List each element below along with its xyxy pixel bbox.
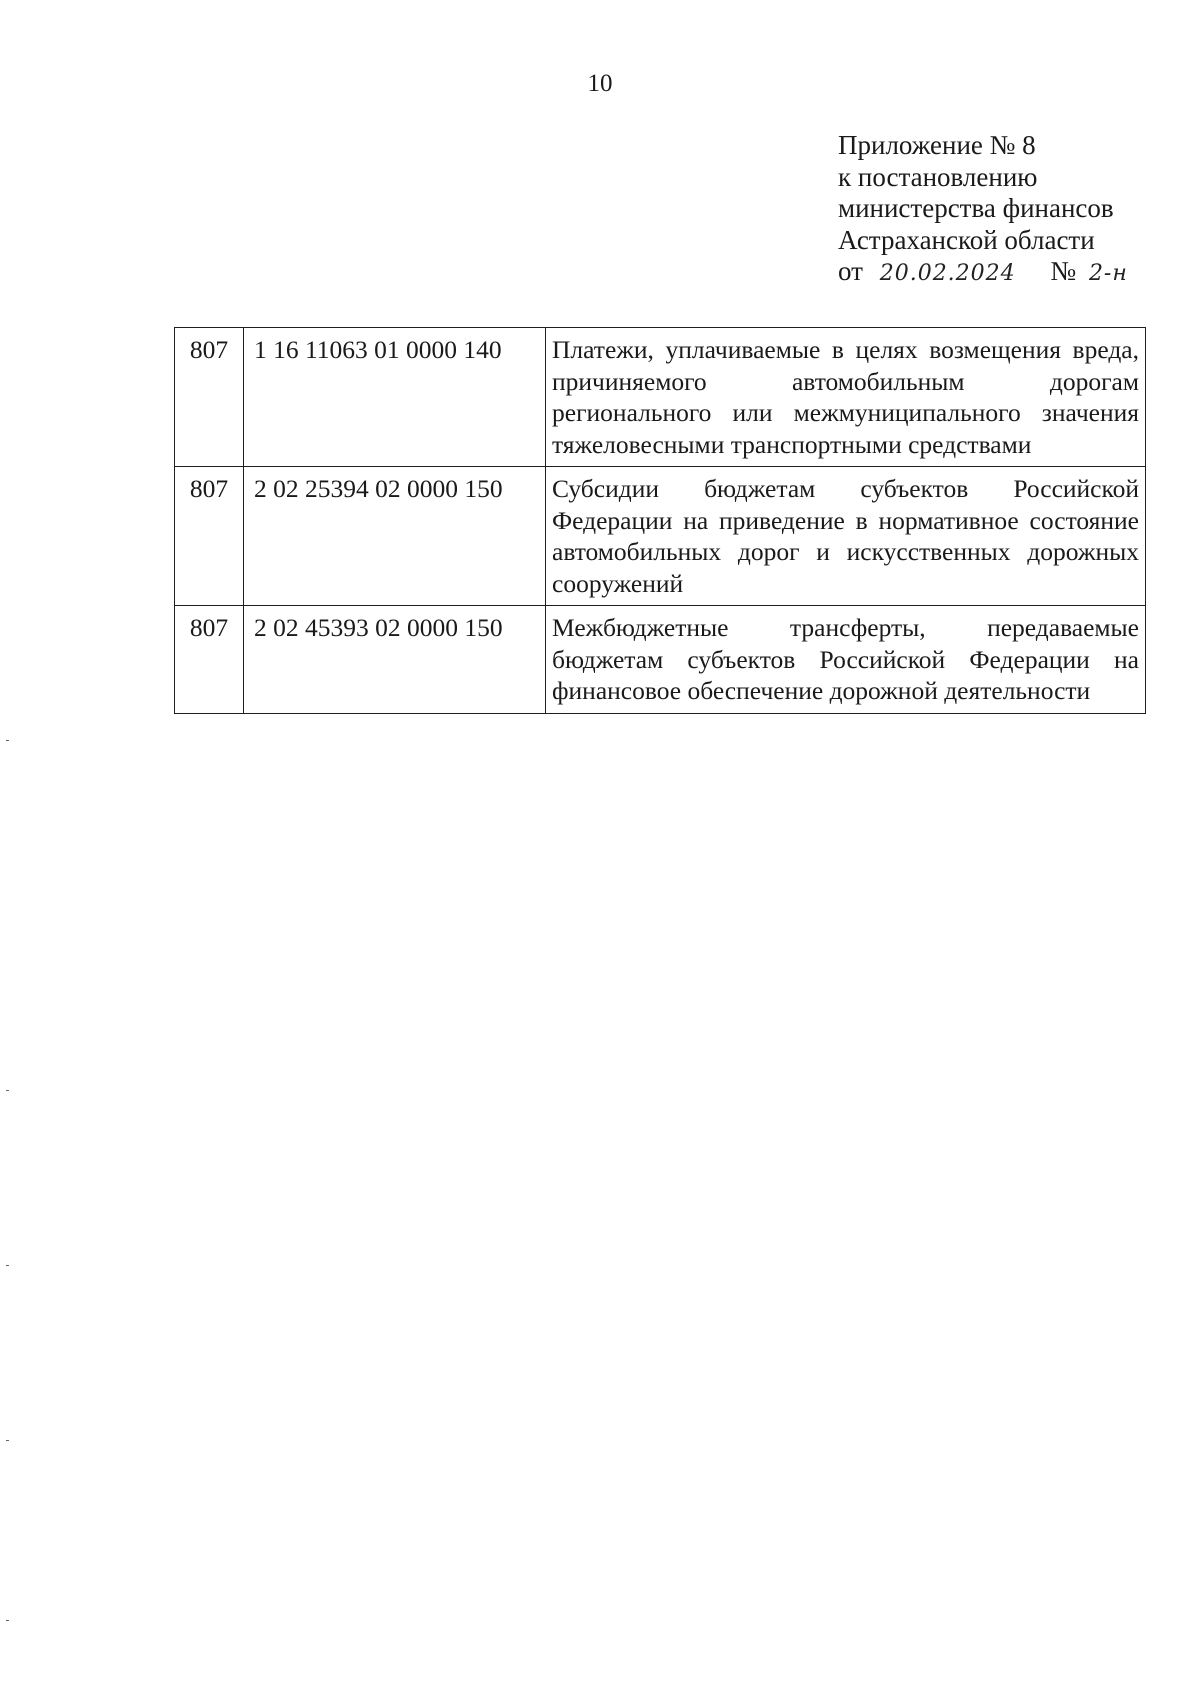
appendix-line-resolution: к постановлению — [838, 161, 1038, 192]
budget-codes-table — [174, 327, 1146, 714]
number-sign: № — [1050, 256, 1077, 286]
budget-code-cell: 1 16 11063 01 0000 140 — [244, 328, 546, 467]
budget-code-cell: 2 02 45393 02 0000 150 — [244, 606, 546, 714]
page-number: 10 — [587, 70, 613, 97]
description-cell: Субсидии бюджетам субъектов Российской Федерации на приведение в нормативное состояние автомобильных дорог и искусственных дорожных сооружений — [546, 467, 1146, 606]
scan-margin-mark — [6, 740, 9, 741]
budget-code-cell: 2 02 25394 02 0000 150 — [244, 467, 546, 606]
appendix-line-region: Астраханской области — [838, 224, 1095, 255]
appendix-header — [838, 130, 1168, 290]
appendix-line-ministry: министерства финансов — [838, 193, 1114, 223]
admin-code-cell: 807 — [175, 467, 244, 606]
scan-margin-mark — [6, 1090, 9, 1091]
table-row — [175, 606, 1146, 714]
date-prefix: от — [838, 256, 863, 286]
scan-margin-mark — [6, 1440, 9, 1441]
description-cell: Межбюджетные трансферты, передаваемые бюджетам субъектов Российской Федерации на финансовое обеспечение дорожной деятельности — [546, 606, 1146, 714]
appendix-title: Приложение № 8 — [838, 130, 1036, 160]
scan-margin-mark — [6, 1620, 9, 1621]
scan-margin-mark — [6, 1265, 9, 1266]
admin-code-cell: 807 — [175, 328, 244, 467]
handwritten-date: 20.02.2024 — [879, 261, 1016, 286]
appendix-date-line — [838, 256, 1168, 290]
table-row — [175, 328, 1146, 467]
description-cell: Платежи, уплачиваемые в целях возмещения вреда, причиняемого автомобильным дорогам регионального или межмуниципального значения тяжеловесными транспортными средствами — [546, 328, 1146, 467]
table-row — [175, 467, 1146, 606]
handwritten-number: 2-н — [1088, 261, 1128, 286]
admin-code-cell: 807 — [175, 606, 244, 714]
